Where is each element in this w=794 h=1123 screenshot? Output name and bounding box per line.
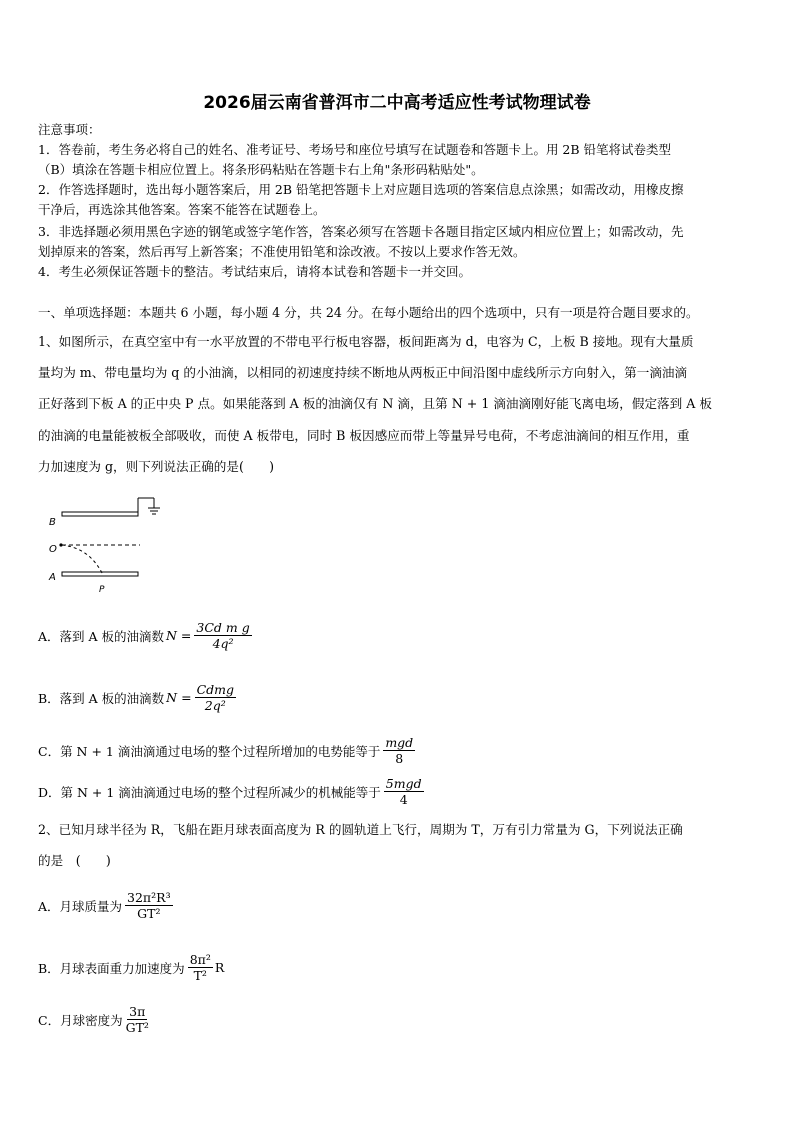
option-text: B．落到 A 板的油滴数 [38,690,165,706]
question-1-line: 量均为 m、带电量均为 q 的小油滴，以相同的初速度持续不断地从两板正中间沿图中虚线所示方向射入，第一滴油滴 [38,365,688,380]
fraction [384,776,424,807]
notice-line: 2．作答选择题时，选出每小题答案后，用 2B 铅笔把答题卡上对应题目选项的答案信息点涂黑；如需改动，用橡皮擦 [38,182,684,197]
option-1c[interactable] [38,735,415,766]
fraction-denominator: T² [193,968,207,983]
option-2a[interactable] [38,890,173,921]
label-p: P [99,585,105,595]
fraction [195,682,236,713]
fraction-numerator: 8π² [189,952,211,967]
question-1-line: 正好落到下板 A 的正中央 P 点。如果能落到 A 板的油滴仅有 N 滴，且第 N + 1 滴油滴刚好能飞离电场，假定落到 A 板 [38,396,712,411]
notice-line: 划掉原来的答案，然后再写上新答案；不准使用铅笔和涂改液。不按以上要求作答无效。 [38,244,526,259]
fraction-numerator: mgd [385,735,414,750]
option-suffix: R [214,960,225,975]
label-b: B [49,517,56,528]
option-2b[interactable] [38,952,224,983]
option-lhs: N = [166,690,192,705]
option-text: D．第 N + 1 滴油滴通过电场的整个过程所减少的机械能等于 [38,784,381,800]
question-1-line: 的油滴的电量能被板全部吸收，而使 A 板带电，同时 B 板因感应而带上等量异号电荷，不考虑油滴间的相互作用，重 [38,428,690,443]
fraction [125,890,173,921]
option-1a[interactable] [38,620,252,651]
option-text: A．月球质量为 [38,898,123,914]
fraction-numerator: 3π [129,1004,146,1019]
notice-line: 4．考生必须保证答题卡的整洁。考试结束后，请将本试卷和答题卡一并交回。 [38,264,471,279]
fraction [188,952,213,983]
option-text: A．落到 A 板的油滴数 [38,628,165,644]
fraction-denominator: 8 [395,751,404,766]
fraction [194,620,251,651]
option-1b[interactable] [38,682,236,713]
question-1-line: 力加速度为 g，则下列说法正确的是( ) [38,459,274,474]
fraction-denominator: GT² [125,1020,149,1035]
notice-line: 干净后，再选涂其他答案。答案不能答在试题卷上。 [38,202,326,217]
question-2-line: 的是 ( ) [38,853,111,868]
option-2c[interactable] [38,1004,149,1035]
notice-heading: 注意事项： [38,122,101,137]
plate-b [62,498,154,516]
question-1-line: 1、如图所示，在真空室中有一水平放置的不带电平行板电容器，板间距离为 d，电容为 C，上板 B 接地。现有大量质 [38,334,694,349]
option-text: C．第 N + 1 滴油滴通过电场的整个过程所增加的电势能等于 [38,743,381,759]
fraction-denominator: 2q² [204,698,226,713]
option-text: B．月球表面重力加速度为 [38,960,185,976]
notice-line: 1．答卷前，考生务必将自己的姓名、准考证号、考场号和座位号填写在试题卷和答题卡上。用 2B 铅笔将试卷类型 [38,142,672,157]
notice-line: （B）填涂在答题卡相应位置上。将条形码粘贴在答题卡右上角"条形码粘贴处"。 [38,162,484,177]
fraction-numerator: Cdmg [196,682,234,697]
fraction-numerator: 32π²R³ [127,890,171,905]
fraction [126,1004,149,1035]
label-a: A [49,572,56,583]
fraction-denominator: 4 [399,792,408,807]
option-lhs: N = [166,628,192,643]
option-1d[interactable] [38,776,424,807]
option-text: C．月球密度为 [38,1012,123,1028]
capacitor-diagram [44,490,174,600]
fraction-denominator: GT² [137,906,161,921]
fraction-denominator: 4q² [212,636,234,651]
fraction-numerator: 3Cd m g [196,620,250,635]
plate-a [62,572,138,576]
notice-line: 3．非选择题必须用黑色字迹的钢笔或签字笔作答，答案必须写在答题卡各题目指定区域内相应位置上；如需改动，先 [38,224,684,239]
droplet-trajectory [62,545,102,573]
ground-icon [148,508,160,514]
section-heading: 一、单项选择题：本题共 6 小题，每小题 4 分，共 24 分。在每小题给出的四个选项中，只有一项是符合题目要求的。 [38,305,699,320]
fraction [383,735,415,766]
label-o: O [49,544,57,555]
fraction-numerator: 5mgd [385,776,422,791]
question-2-line: 2、已知月球半径为 R，飞船在距月球表面高度为 R 的圆轨道上飞行，周期为 T，万有引力常量为 G，下列说法正确 [38,822,683,837]
page-title: 2026届云南省普洱市二中高考适应性考试物理试卷 [203,93,591,113]
